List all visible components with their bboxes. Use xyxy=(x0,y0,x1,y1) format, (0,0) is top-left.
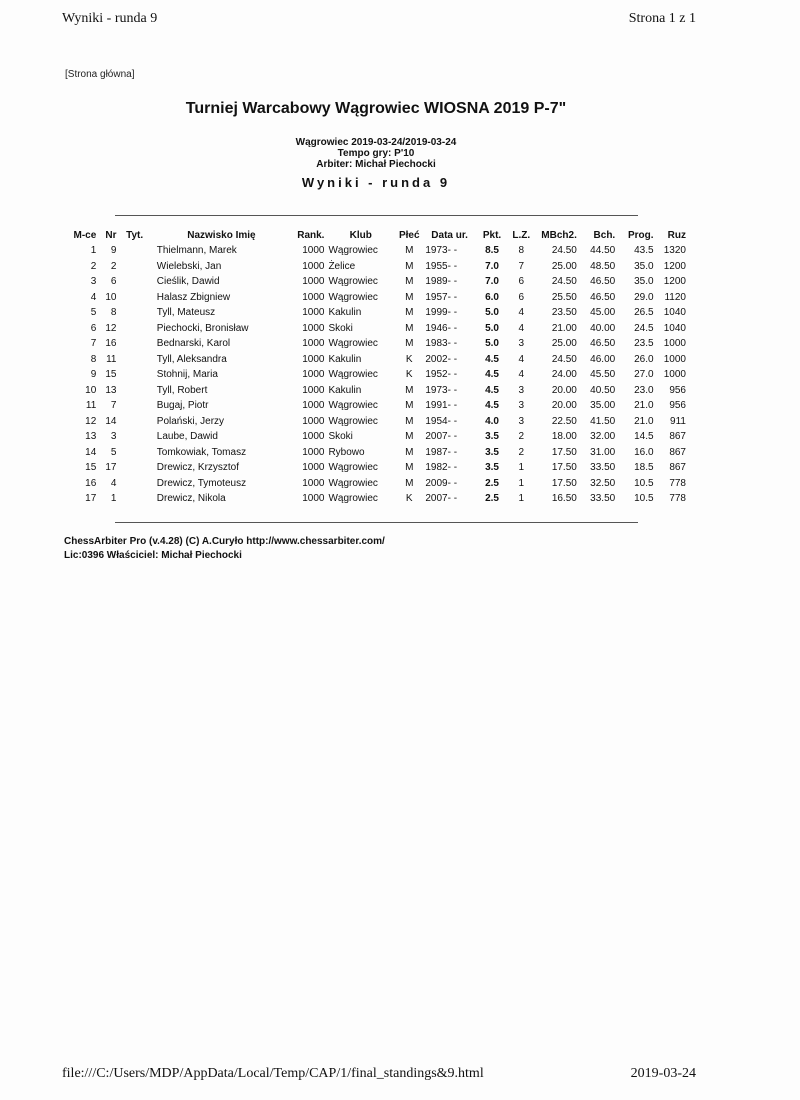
cell-prog: 14.5 xyxy=(634,431,654,443)
cell-name: Wielebski, Jan xyxy=(156,260,222,272)
cell-prog: 29.0 xyxy=(634,291,654,303)
cell-mce: 11 xyxy=(85,400,97,412)
cell-rank: 1000 xyxy=(302,415,325,427)
cell-ruz: 778 xyxy=(669,493,686,505)
cell-lz: 2 xyxy=(518,446,525,458)
col-header-name: Nazwisko Imię xyxy=(187,230,256,241)
cell-ruz: 1000 xyxy=(663,369,686,381)
cell-nr: 16 xyxy=(105,338,117,350)
cell-plec: M xyxy=(405,431,414,443)
cell-data: 1973- - xyxy=(425,245,458,257)
cell-klub: Wągrowiec xyxy=(328,276,378,288)
cell-lz: 4 xyxy=(518,353,525,365)
cell-tyt xyxy=(118,476,150,492)
cell-pkt: 3.5 xyxy=(485,446,499,458)
cell-tyt xyxy=(118,336,150,352)
cell-mbch2: 21.00 xyxy=(551,322,577,334)
cell-lz: 1 xyxy=(518,462,525,474)
cell-ruz: 1200 xyxy=(663,276,686,288)
table-row xyxy=(66,491,688,507)
page-title: Turniej Warcabowy Wągrowiec WIOSNA 2019 P-7" xyxy=(185,100,567,117)
cell-rank: 1000 xyxy=(302,493,325,505)
cell-tyt xyxy=(118,290,150,306)
col-header-klub: Klub xyxy=(349,230,372,241)
cell-pkt: 4.5 xyxy=(485,353,499,365)
cell-ruz: 1120 xyxy=(664,291,686,303)
cell-pkt: 7.0 xyxy=(485,260,499,272)
cell-bch: 48.50 xyxy=(590,260,616,272)
cell-plec: K xyxy=(405,493,413,505)
cell-mbch2: 22.50 xyxy=(551,415,577,427)
cell-bch: 32.00 xyxy=(590,431,616,443)
cell-rank: 1000 xyxy=(302,322,325,334)
cell-rank: 1000 xyxy=(302,369,325,381)
cell-bch: 33.50 xyxy=(590,493,616,505)
cell-mbch2: 18.00 xyxy=(551,431,577,443)
cell-lz: 4 xyxy=(518,307,525,319)
cell-mce: 9 xyxy=(90,369,97,381)
cell-klub: Wągrowiec xyxy=(328,369,378,381)
cell-plec: K xyxy=(405,353,413,365)
cell-mbch2: 17.50 xyxy=(551,446,577,458)
cell-mbch2: 25.00 xyxy=(551,260,577,272)
cell-klub: Kakulin xyxy=(328,307,362,319)
cell-mce: 3 xyxy=(90,276,97,288)
cell-name: Tyll, Aleksandra xyxy=(156,353,227,365)
cell-mbch2: 20.00 xyxy=(551,384,577,396)
table-row xyxy=(66,243,688,259)
cell-nr: 3 xyxy=(110,431,117,443)
cell-plec: M xyxy=(405,400,414,412)
cell-name: Halasz Zbigniew xyxy=(156,291,231,303)
cell-data: 1999- - xyxy=(425,307,458,319)
cell-pkt: 4.5 xyxy=(485,400,499,412)
cell-lz: 3 xyxy=(518,384,525,396)
cell-prog: 26.5 xyxy=(634,307,654,319)
cell-rank: 1000 xyxy=(302,477,325,489)
cell-prog: 23.5 xyxy=(634,338,654,350)
license-owner: Lic:0396 Właściciel: Michał Piechocki xyxy=(64,550,242,561)
col-header-lz: L.Z. xyxy=(512,230,531,241)
cell-mbch2: 24.50 xyxy=(551,276,577,288)
cell-lz: 6 xyxy=(518,276,525,288)
cell-tyt xyxy=(118,445,150,461)
cell-plec: M xyxy=(405,291,414,303)
table-row xyxy=(66,274,688,290)
cell-mbch2: 24.50 xyxy=(551,245,577,257)
cell-lz: 8 xyxy=(518,245,525,257)
cell-mbch2: 17.50 xyxy=(551,477,577,489)
cell-tyt xyxy=(118,491,150,507)
cell-plec: M xyxy=(405,477,414,489)
col-header-rank: Rank. xyxy=(297,230,325,241)
cell-pkt: 4.0 xyxy=(485,415,499,427)
col-header-bch: Bch. xyxy=(593,230,616,241)
cell-mbch2: 23.50 xyxy=(551,307,577,319)
results-table xyxy=(66,228,688,507)
cell-mce: 8 xyxy=(90,353,97,365)
cell-rank: 1000 xyxy=(302,462,325,474)
col-header-tyt: Tyt. xyxy=(126,230,144,241)
cell-nr: 14 xyxy=(105,415,117,427)
cell-nr: 1 xyxy=(110,493,117,505)
cell-prog: 18.5 xyxy=(634,462,654,474)
cell-lz: 4 xyxy=(518,322,525,334)
table-row xyxy=(66,460,688,476)
cell-mce: 5 xyxy=(90,307,97,319)
cell-nr: 9 xyxy=(110,245,117,257)
cell-name: Piechocki, Bronisław xyxy=(156,322,249,334)
table-row xyxy=(66,321,688,337)
cell-bch: 45.50 xyxy=(590,369,616,381)
cell-data: 1957- - xyxy=(425,291,458,303)
cell-mbch2: 20.00 xyxy=(551,400,577,412)
cell-lz: 1 xyxy=(518,477,525,489)
cell-bch: 46.00 xyxy=(590,353,616,365)
table-row xyxy=(66,352,688,368)
place-dates: Wągrowiec 2019-03-24/2019-03-24 xyxy=(295,137,457,148)
cell-klub: Wągrowiec xyxy=(328,400,378,412)
cell-klub: Kakulin xyxy=(328,353,362,365)
cell-pkt: 4.5 xyxy=(485,384,499,396)
cell-plec: M xyxy=(405,276,414,288)
cell-rank: 1000 xyxy=(302,307,325,319)
cell-prog: 26.0 xyxy=(634,353,654,365)
print-footer-url: file:///C:/Users/MDP/AppData/Local/Temp/CAP/1/final_standings&9.html xyxy=(62,1066,484,1081)
cell-tyt xyxy=(118,243,150,259)
table-row xyxy=(66,383,688,399)
cell-tyt xyxy=(118,398,150,414)
cell-lz: 3 xyxy=(518,415,525,427)
cell-nr: 10 xyxy=(105,291,117,303)
cell-prog: 10.5 xyxy=(634,493,654,505)
table-row xyxy=(66,445,688,461)
home-link[interactable]: [Strona główna] xyxy=(65,69,135,80)
cell-nr: 13 xyxy=(105,384,117,396)
cell-rank: 1000 xyxy=(302,353,325,365)
tournament-meta xyxy=(0,137,752,170)
cell-rank: 1000 xyxy=(302,276,325,288)
cell-prog: 10.5 xyxy=(634,477,654,489)
cell-name: Laube, Dawid xyxy=(156,431,218,443)
cell-plec: M xyxy=(405,384,414,396)
col-header-ruz: Ruz xyxy=(667,230,686,241)
cell-plec: M xyxy=(405,307,414,319)
cell-mce: 13 xyxy=(85,431,97,443)
cell-prog: 23.0 xyxy=(634,384,654,396)
cell-bch: 45.00 xyxy=(590,307,616,319)
cell-mce: 17 xyxy=(85,493,97,505)
table-row xyxy=(66,336,688,352)
cell-mce: 12 xyxy=(85,415,97,427)
cell-mce: 7 xyxy=(90,338,97,350)
cell-tyt xyxy=(118,367,150,383)
cell-ruz: 867 xyxy=(669,462,686,474)
cell-plec: K xyxy=(405,369,413,381)
cell-bch: 46.50 xyxy=(590,276,616,288)
cell-data: 1973- - xyxy=(425,384,458,396)
cell-klub: Skoki xyxy=(328,322,353,334)
cell-klub: Wągrowiec xyxy=(328,415,378,427)
cell-ruz: 867 xyxy=(669,446,686,458)
cell-klub: Wągrowiec xyxy=(328,462,378,474)
table-row xyxy=(66,414,688,430)
cell-tyt xyxy=(118,352,150,368)
cell-nr: 17 xyxy=(105,462,117,474)
cell-prog: 27.0 xyxy=(634,369,654,381)
cell-rank: 1000 xyxy=(302,384,325,396)
cell-klub: Rybowo xyxy=(328,446,365,458)
cell-pkt: 2.5 xyxy=(485,477,499,489)
cell-mce: 16 xyxy=(85,477,97,489)
cell-bch: 33.50 xyxy=(590,462,616,474)
cell-klub: Wągrowiec xyxy=(328,245,378,257)
cell-bch: 41.50 xyxy=(590,415,616,427)
cell-name: Drewicz, Nikola xyxy=(156,493,226,505)
print-header-title: Wyniki - runda 9 xyxy=(62,11,158,26)
cell-prog: 21.0 xyxy=(634,400,654,412)
cell-mce: 1 xyxy=(90,245,97,257)
cell-klub: Wągrowiec xyxy=(328,493,378,505)
cell-nr: 15 xyxy=(105,369,117,381)
software-footer xyxy=(64,535,385,563)
cell-data: 1954- - xyxy=(425,415,458,427)
cell-bch: 32.50 xyxy=(590,477,616,489)
cell-name: Tyll, Robert xyxy=(156,384,208,396)
cell-bch: 31.00 xyxy=(590,446,616,458)
cell-pkt: 8.5 xyxy=(485,245,499,257)
cell-klub: Wągrowiec xyxy=(328,477,378,489)
table-row xyxy=(66,476,688,492)
cell-lz: 6 xyxy=(518,291,525,303)
table-row xyxy=(66,429,688,445)
cell-data: 2002- - xyxy=(425,353,458,365)
cell-data: 1989- - xyxy=(425,276,458,288)
cell-prog: 35.0 xyxy=(634,276,654,288)
cell-pkt: 5.0 xyxy=(485,307,499,319)
col-header-mbch2: MBch2. xyxy=(541,230,577,241)
cell-name: Drewicz, Krzysztof xyxy=(156,462,240,474)
cell-lz: 3 xyxy=(518,400,525,412)
cell-name: Thielmann, Marek xyxy=(156,245,237,257)
cell-rank: 1000 xyxy=(302,245,325,257)
cell-tyt xyxy=(118,321,150,337)
cell-plec: M xyxy=(405,322,414,334)
table-row xyxy=(66,259,688,275)
cell-lz: 7 xyxy=(518,260,525,272)
bottom-divider xyxy=(115,522,638,523)
cell-tyt xyxy=(118,429,150,445)
cell-mce: 10 xyxy=(85,384,97,396)
cell-pkt: 5.0 xyxy=(485,322,499,334)
cell-pkt: 5.0 xyxy=(485,338,499,350)
cell-rank: 1000 xyxy=(302,446,325,458)
cell-klub: Skoki xyxy=(328,431,353,443)
cell-bch: 40.00 xyxy=(590,322,616,334)
col-header-prog: Prog. xyxy=(628,230,654,241)
col-header-nr: Nr xyxy=(105,230,117,241)
cell-name: Stohnij, Maria xyxy=(156,369,218,381)
cell-data: 1991- - xyxy=(425,400,458,412)
cell-ruz: 1040 xyxy=(663,307,686,319)
cell-mbch2: 24.50 xyxy=(551,353,577,365)
cell-lz: 1 xyxy=(518,493,525,505)
cell-name: Tomkowiak, Tomasz xyxy=(156,446,247,458)
cell-data: 1983- - xyxy=(425,338,458,350)
cell-klub: Wągrowiec xyxy=(328,291,378,303)
cell-pkt: 4.5 xyxy=(485,369,499,381)
cell-name: Bednarski, Karol xyxy=(156,338,231,350)
cell-mce: 6 xyxy=(90,322,97,334)
cell-mce: 14 xyxy=(85,446,97,458)
cell-ruz: 1000 xyxy=(663,338,686,350)
cell-mbch2: 17.50 xyxy=(551,462,577,474)
cell-mce: 4 xyxy=(90,291,97,303)
cell-plec: M xyxy=(405,338,414,350)
cell-nr: 11 xyxy=(106,353,117,365)
table-row xyxy=(66,367,688,383)
cell-name: Polański, Jerzy xyxy=(156,415,225,427)
cell-data: 2009- - xyxy=(425,477,458,489)
cell-lz: 4 xyxy=(518,369,525,381)
cell-prog: 35.0 xyxy=(634,260,654,272)
cell-mbch2: 25.00 xyxy=(551,338,577,350)
cell-mbch2: 16.50 xyxy=(551,493,577,505)
software-credit: ChessArbiter Pro (v.4.28) (C) A.Curyło http://www.chessarbiter.com/ xyxy=(64,536,385,547)
arbiter: Arbiter: Michał Piechocki xyxy=(316,159,436,170)
cell-rank: 1000 xyxy=(302,431,325,443)
cell-plec: M xyxy=(405,245,414,257)
print-header-page: Strona 1 z 1 xyxy=(628,11,696,26)
cell-bch: 44.50 xyxy=(590,245,616,257)
cell-name: Tyll, Mateusz xyxy=(156,307,216,319)
cell-lz: 2 xyxy=(518,431,525,443)
cell-nr: 12 xyxy=(105,322,117,334)
cell-pkt: 3.5 xyxy=(485,462,499,474)
cell-data: 1955- - xyxy=(425,260,458,272)
cell-pkt: 2.5 xyxy=(485,493,499,505)
cell-bch: 35.00 xyxy=(590,400,616,412)
cell-bch: 40.50 xyxy=(590,384,616,396)
cell-rank: 1000 xyxy=(302,338,325,350)
round-title: Wyniki - runda 9 xyxy=(301,175,451,190)
cell-rank: 1000 xyxy=(302,400,325,412)
cell-tyt xyxy=(118,274,150,290)
cell-pkt: 3.5 xyxy=(485,431,499,443)
cell-nr: 2 xyxy=(110,260,117,272)
col-header-pkt: Pkt. xyxy=(482,230,502,241)
cell-nr: 7 xyxy=(110,400,117,412)
cell-plec: M xyxy=(405,260,414,272)
cell-klub: Żelice xyxy=(328,260,356,272)
col-header-data: Data ur. xyxy=(431,230,468,241)
cell-rank: 1000 xyxy=(302,260,325,272)
cell-tyt xyxy=(118,305,150,321)
cell-name: Cieślik, Dawid xyxy=(156,276,220,288)
table-row xyxy=(66,305,688,321)
cell-ruz: 956 xyxy=(669,400,686,412)
cell-prog: 24.5 xyxy=(634,322,654,334)
header-row xyxy=(66,228,688,243)
cell-klub: Wągrowiec xyxy=(328,338,378,350)
cell-mbch2: 25.50 xyxy=(551,291,577,303)
cell-plec: M xyxy=(405,462,414,474)
cell-ruz: 867 xyxy=(669,431,686,443)
cell-name: Drewicz, Tymoteusz xyxy=(156,477,247,489)
results-body xyxy=(66,243,688,507)
cell-bch: 46.50 xyxy=(590,338,616,350)
top-divider xyxy=(115,215,638,216)
table-row xyxy=(66,290,688,306)
print-footer-date: 2019-03-24 xyxy=(630,1066,696,1081)
cell-ruz: 1320 xyxy=(663,245,686,257)
cell-data: 1987- - xyxy=(425,446,458,458)
cell-nr: 8 xyxy=(110,307,117,319)
cell-ruz: 1200 xyxy=(663,260,686,272)
cell-mce: 15 xyxy=(85,462,97,474)
cell-rank: 1000 xyxy=(302,291,325,303)
cell-tyt xyxy=(118,460,150,476)
cell-data: 1946- - xyxy=(425,322,458,334)
table-row xyxy=(66,398,688,414)
cell-ruz: 1040 xyxy=(663,322,686,334)
cell-data: 1952- - xyxy=(425,369,458,381)
cell-mbch2: 24.00 xyxy=(551,369,577,381)
cell-pkt: 6.0 xyxy=(485,291,499,303)
cell-tyt xyxy=(118,383,150,399)
cell-nr: 4 xyxy=(110,477,117,489)
cell-ruz: 778 xyxy=(669,477,686,489)
cell-data: 2007- - xyxy=(425,431,458,443)
cell-mce: 2 xyxy=(90,260,97,272)
cell-data: 1982- - xyxy=(425,462,458,474)
cell-ruz: 1000 xyxy=(663,353,686,365)
cell-plec: M xyxy=(405,415,414,427)
cell-data: 2007- - xyxy=(425,493,458,505)
cell-lz: 3 xyxy=(518,338,525,350)
cell-plec: M xyxy=(405,446,414,458)
cell-tyt xyxy=(118,414,150,430)
col-header-mce: M-ce xyxy=(73,230,97,241)
cell-pkt: 7.0 xyxy=(485,276,499,288)
cell-nr: 5 xyxy=(110,446,117,458)
cell-klub: Kakulin xyxy=(328,384,362,396)
cell-bch: 46.50 xyxy=(590,291,616,303)
col-header-plec: Płeć xyxy=(398,230,420,241)
cell-tyt xyxy=(118,259,150,275)
tempo: Tempo gry: P'10 xyxy=(337,148,415,159)
cell-prog: 43.5 xyxy=(634,245,654,257)
cell-ruz: 911 xyxy=(670,415,686,427)
cell-name: Bugaj, Piotr xyxy=(156,400,209,412)
cell-nr: 6 xyxy=(110,276,117,288)
cell-ruz: 956 xyxy=(669,384,686,396)
cell-prog: 21.0 xyxy=(634,415,654,427)
cell-prog: 16.0 xyxy=(634,446,654,458)
